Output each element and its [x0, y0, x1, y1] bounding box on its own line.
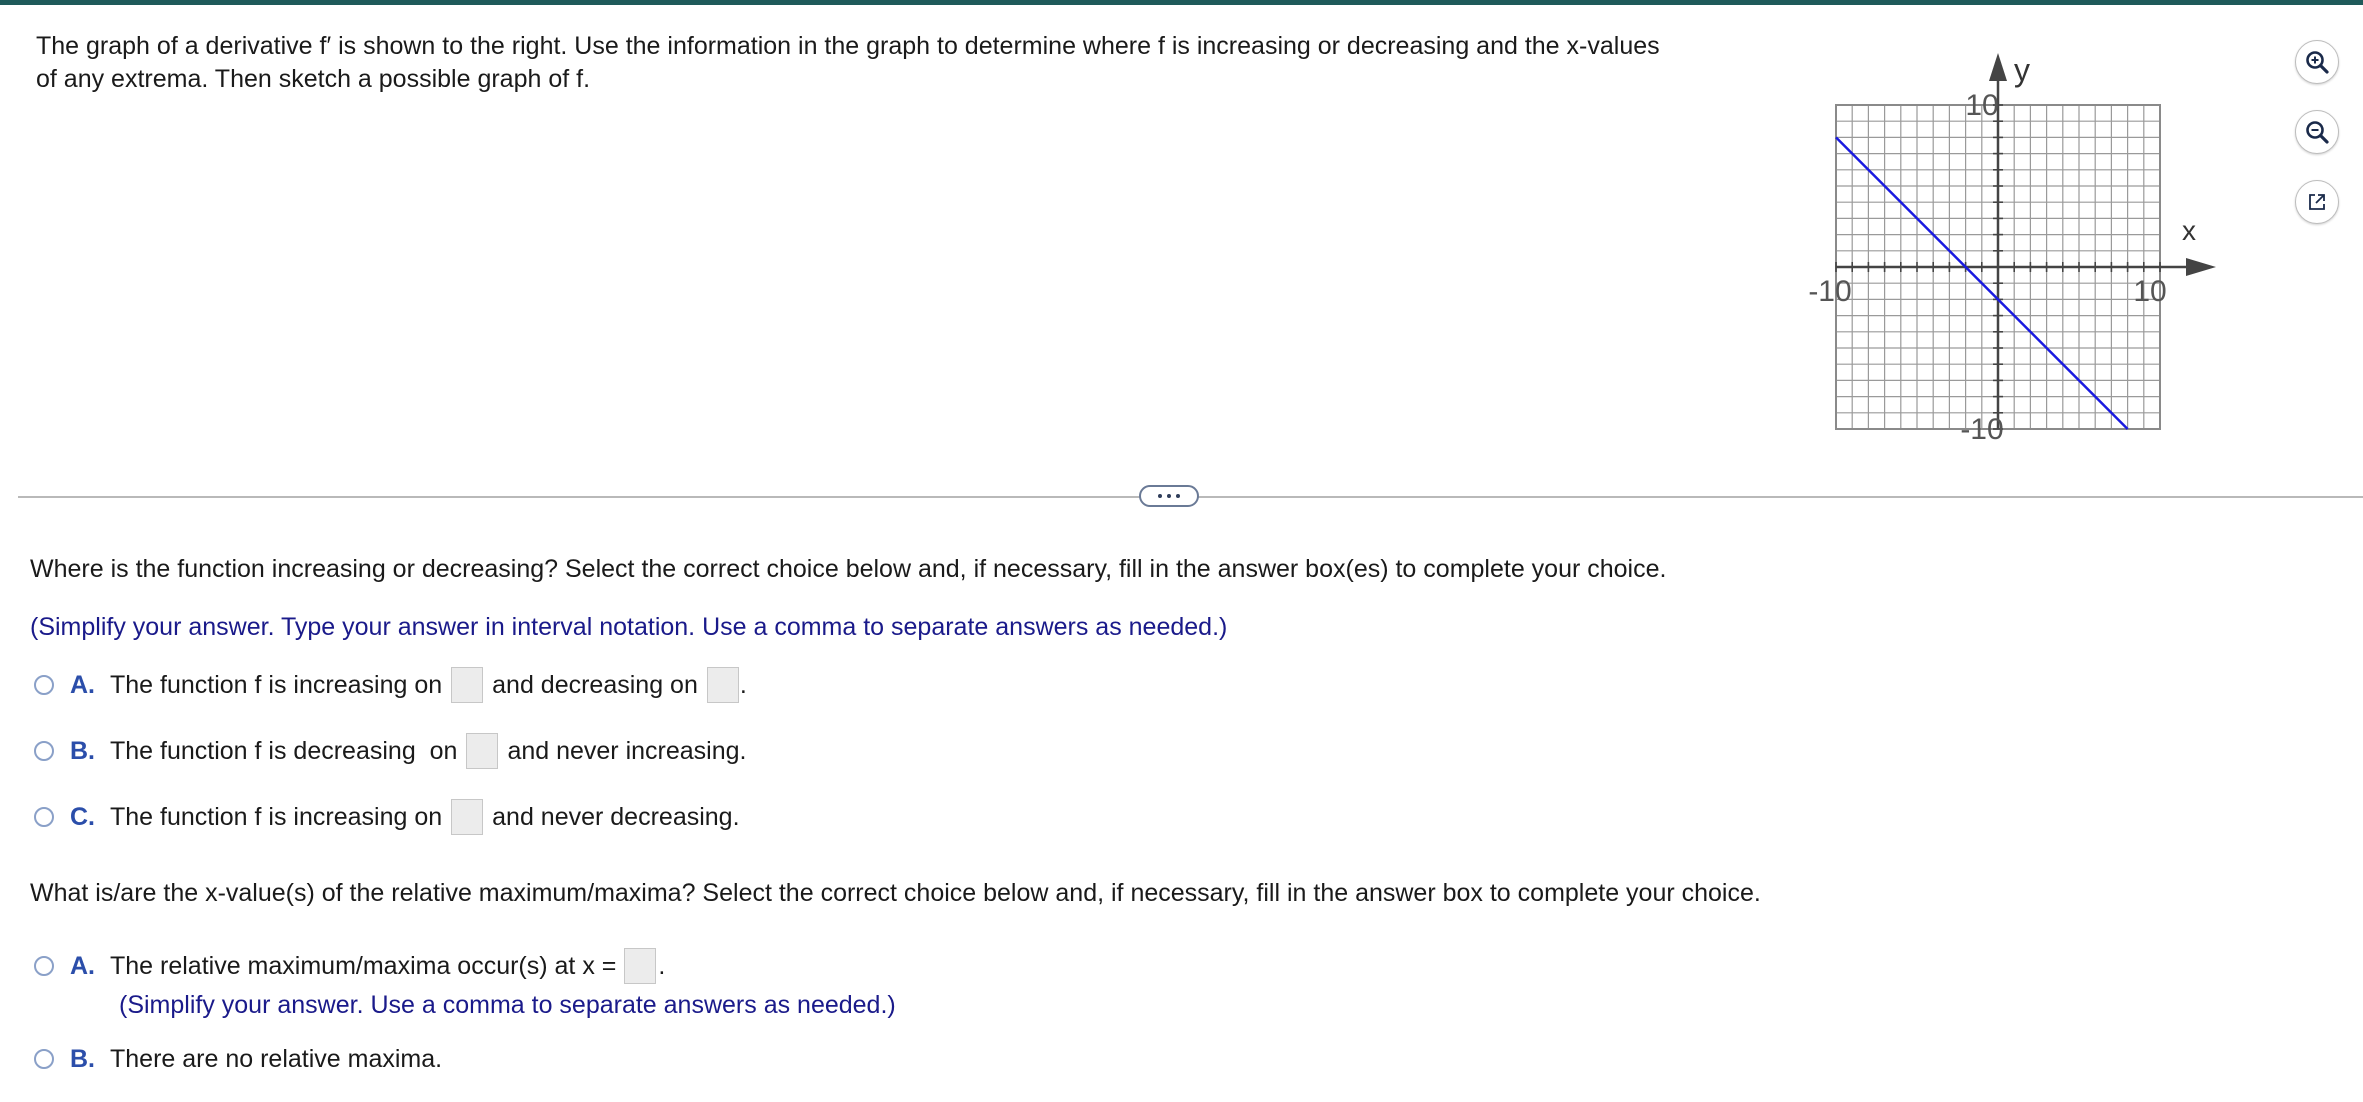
tick-label-bottom: -10: [1960, 413, 2004, 440]
problem-line-1: The graph of a derivative f′ is shown to the right. Use the information in the graph to determine where f is increasing or decreasing and the x-values: [36, 32, 1660, 60]
choice-text: .: [739, 670, 747, 699]
choice-letter: B.: [70, 1044, 95, 1073]
question-1-hint: (Simplify your answer. Type your answer in interval notation. Use a comma to separate answers as needed.): [30, 613, 1228, 641]
choice-text: There are no relative maxima.: [110, 1044, 443, 1073]
q1-choice-c[interactable]: [34, 797, 740, 837]
q1-radio-c[interactable]: [34, 807, 54, 827]
tick-label-top: 10: [1965, 89, 1999, 122]
x-axis-label: x: [2182, 215, 2196, 246]
q2-choice-a-hint: (Simplify your answer. Use a comma to separate answers as needed.): [119, 991, 896, 1019]
y-axis-arrow-icon: [1989, 53, 2007, 81]
popout-button[interactable]: [2295, 180, 2339, 224]
increasing-interval-input[interactable]: [451, 799, 483, 835]
q2-radio-a[interactable]: [34, 956, 54, 976]
relative-max-input[interactable]: [624, 948, 656, 984]
q2-choice-a[interactable]: [34, 946, 665, 986]
zoom-out-button[interactable]: [2295, 110, 2339, 154]
choice-letter: A.: [70, 951, 95, 980]
tick-label-right: 10: [2133, 275, 2167, 308]
x-axis-arrow-icon: [2186, 258, 2216, 276]
graph-canvas: [1800, 40, 2230, 440]
external-link-icon: [2306, 191, 2328, 213]
q1-radio-b[interactable]: [34, 741, 54, 761]
more-options-button[interactable]: [1139, 485, 1199, 507]
choice-letter: A.: [70, 670, 95, 699]
choice-text: and never increasing.: [507, 736, 747, 765]
choice-text: The function f is increasing on: [110, 670, 443, 699]
choice-text: The function f is increasing on: [110, 802, 443, 831]
graph-tools: [2295, 40, 2341, 250]
choice-letter: C.: [70, 802, 95, 831]
ellipsis-dot-icon: [1158, 494, 1162, 498]
choice-text: and decreasing on: [492, 670, 698, 699]
problem-line-2: of any extrema. Then sketch a possible graph of f.: [36, 65, 591, 93]
q1-choice-a[interactable]: [34, 665, 747, 705]
q1-radio-a[interactable]: [34, 675, 54, 695]
question-1-prompt: Where is the function increasing or decreasing? Select the correct choice below and, if necessary, fill in the answer box(es) to complete your choice.: [30, 555, 1667, 583]
q2-choice-b[interactable]: [34, 1039, 442, 1079]
choice-text: and never decreasing.: [492, 802, 740, 831]
zoom-in-button[interactable]: [2295, 40, 2339, 84]
y-axis-label: y: [2014, 52, 2030, 88]
derivative-graph: [1800, 40, 2230, 440]
problem-statement: [36, 30, 1756, 96]
q1-choice-b[interactable]: [34, 731, 746, 771]
decreasing-interval-input[interactable]: [707, 667, 739, 703]
increasing-interval-input[interactable]: [451, 667, 483, 703]
zoom-in-icon: [2304, 49, 2330, 75]
choice-text: The function f is decreasing on: [110, 736, 458, 765]
ellipsis-dot-icon: [1176, 494, 1180, 498]
top-accent-bar: [0, 0, 2363, 5]
question-2-prompt: What is/are the x-value(s) of the relative maximum/maxima? Select the correct choice below and, if necessary, fill in the answer box to complete your choice.: [30, 879, 1761, 907]
choice-text: .: [658, 951, 666, 980]
choice-letter: B.: [70, 736, 95, 765]
ellipsis-dot-icon: [1167, 494, 1171, 498]
tick-label-left: -10: [1808, 275, 1852, 308]
q2-radio-b[interactable]: [34, 1049, 54, 1069]
zoom-out-icon: [2304, 119, 2330, 145]
choice-text: The relative maximum/maxima occur(s) at x =: [110, 951, 617, 980]
decreasing-interval-input[interactable]: [466, 733, 498, 769]
